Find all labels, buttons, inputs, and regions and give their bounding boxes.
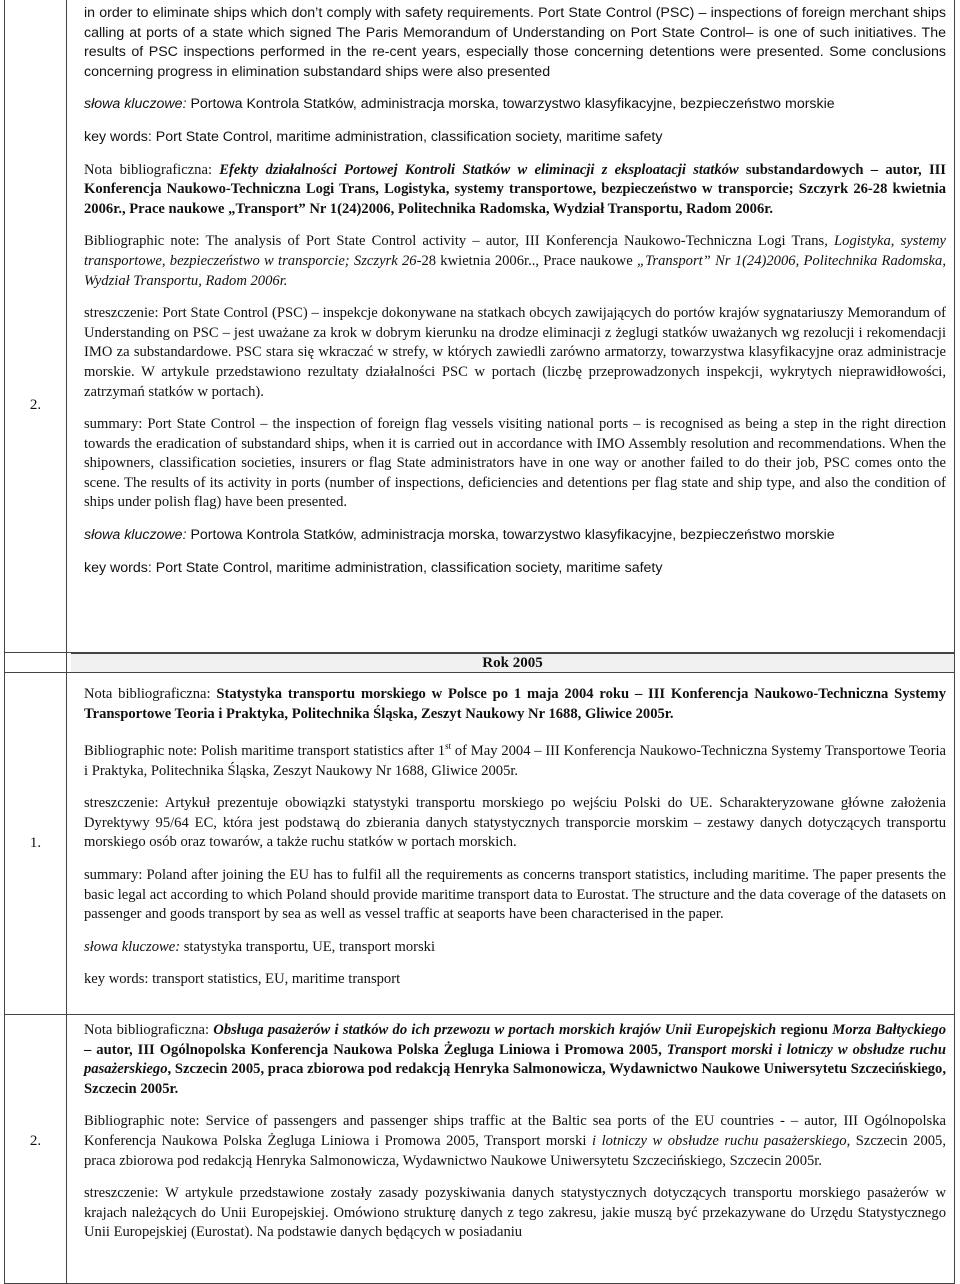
note-text-3: , Szczecin 2005, praca zbiorowa pod redakcją Henryka Salmonowicza, Wydawnictwo Naukowe Uniwersytetu Szczecińskiego, Szczecin 2005r. [84, 1061, 946, 1097]
row-number [5, 673, 67, 1014]
bibliographic-note-pl [84, 161, 946, 220]
row-number-text: 2. [29, 397, 42, 413]
row-content [84, 4, 946, 578]
keywords-pl-value: Portowa Kontrola Statków, administracja morska, towarzystwo klasyfikacyjne, bezpieczeństwo morskie [186, 96, 835, 113]
row-content [84, 685, 946, 990]
note-label: Nota bibliograficzna: [84, 1022, 214, 1038]
note-title: Statystyka transportu morskiego w Polsce po 1 maja 2004 roku – III Konferencja Naukowo-Techniczna Systemy Transportowe Teoria i Praktyka, Politechnika Śląska, Zeszyt Naukowy Nr 1688, Gliwice 2005r. [84, 686, 946, 722]
keywords-en: key words: Port State Control, maritime administration, classification society, maritime safety [84, 128, 663, 145]
summary: summary: Poland after joining the EU has to fulfil all the requirements as concerns transport statistics, including maritime. The paper presents the basic legal act according to which Poland should provide maritime transport data to Eurostat. The structure and the data coverage of the datasets on passenger and goods transport by sea as well as vessel traffic at seaports have been characterised in the paper. [84, 867, 946, 923]
note-details: substandardowych – autor, III Konferencja Naukowo-Techniczna Logi Trans, Logistyka, systemy transportowe, bezpieczeństwo w transporcie; Szczyrk 26-28 kwietnia 2006r., Prace naukowe „Transport” Nr 1(24)2006, Politechnika Radomska, Wydział Transportu, Radom 2006r. [84, 161, 946, 217]
keywords-pl-value: Portowa Kontrola Statków, administracja morska, towarzystwo klasyfikacyjne, bezpieczeństwo morskie [186, 527, 835, 544]
bibliographic-note-en [84, 232, 946, 291]
keywords-pl [84, 938, 946, 958]
year-header-row [4, 653, 955, 673]
bibliographic-note-pl [84, 1021, 946, 1099]
note-en-b: of May 2004 – III Konferencja Naukowo-Techniczna Systemy Transportowe Teoria i Praktyka, Politechnika Śląska, Zeszyt Naukowy Nr 1688, Gliwice 2005r. [84, 743, 946, 779]
keywords-pl-label: słowa kluczowe: [84, 527, 187, 544]
note-en-a: Bibliographic note: Service of passengers and passenger ships traffic at the Baltic sea ports of the EU countries - – autor, III Ogólnopolska Konferencja Naukowa Polska Żegluga Liniowa i Promowa 2005, Transport morski [84, 1113, 946, 1149]
bibliographic-note-pl [84, 685, 946, 724]
note-text-1: regionu [776, 1022, 833, 1038]
summary: summary: Port State Control – the inspection of foreign flag vessels visiting national ports – is recognised as being a step in the right direction towards the eradication of substandard ships, when it is carried out in accordance with IMO Assembly resolution and recommendations. When the shipowners, classification societies, insurers or flag State administrators have in one way or another failed to do their job, PSC comes onto the scene. The results of its activity in ports (number of inspections, deficiencies and detentions per flag state and ship type, and also the condition of ships under polish flag) have been presented. [84, 416, 946, 511]
note-en-mid: 28 kwietnia 2006r. [421, 252, 532, 269]
note-title-2: Morza Bałtyckiego [832, 1022, 946, 1038]
row-number-text: 1. [29, 835, 42, 851]
note-en-b: , Szczecin 2005, praca zbiorowa pod redakcją Henryka Salmonowicza, Wydawnictwo Naukowe Uniwersytetu Szczecińskiego, Szczecin 2005r. [84, 1132, 946, 1169]
year-header: Rok 2005 [71, 653, 954, 673]
bibliographic-note-en [84, 1112, 946, 1171]
streszczenie: streszczenie: Artykuł prezentuje obowiązki statystyki transportu morskiego po wejściu Polski do UE. Scharakteryzowane główne założenia Dyrektywy 95/64 EC, która jest podstawą do zbierania danych statystycznych transporcie morskim – zestawy danych dotyczących transportu morskiego osób oraz towarów, a także ruchu statków w portach morskich. [84, 795, 946, 851]
note-title-1: Obsługa pasażerów i statków do ich przewozu w portach morskich krajów Unii Europejskich [213, 1022, 777, 1038]
note-label: Nota bibliograficzna: [84, 686, 217, 702]
note-en-italic2: „Transport” Nr 1(24)2006, Politechnika Radomska, Wydział Transportu, Radom 2006r. [84, 252, 946, 289]
note-en-tail: ., Prace naukowe [531, 252, 637, 269]
keywords-pl-value: statystyka transportu, UE, transport morski [180, 938, 436, 955]
note-title-3: Transport morski i lotniczy w obsłudze ruchu pasażerskiego [84, 1041, 946, 1078]
table-row [4, 1014, 955, 1284]
keywords-pl-2 [84, 526, 946, 546]
row-number [5, 0, 67, 652]
note-en-a: Bibliographic note: Polish maritime transport statistics after 1 [84, 743, 446, 760]
row-number [5, 1015, 67, 1283]
streszczenie: streszczenie: W artykule przedstawione zostały zasady pozyskiwania danych statystycznych dotyczących transportu morskiego pasażerów w krajach należących do Unii Europejskiej. Omówiono strukturę danych z tego zakresu, jakie muszą być przekazywane do Urzędu Statystycznego Unii Europejskiej (Eurostat). Na podstawie danych będących w posiadaniu [84, 1185, 946, 1241]
row-number-empty [5, 653, 67, 672]
row-number-text: 2. [29, 1133, 42, 1149]
note-en-italic: Logistyka, systemy transportowe, bezpieczeństwo w transporcie; Szczyrk 26- [84, 233, 946, 269]
table-row [4, 0, 955, 653]
row-content [84, 1021, 946, 1243]
streszczenie: streszczenie: Port State Control (PSC) – inspekcje dokonywane na statkach obcych zawijających do portów krajów sygnatariuszy Memorandum of Understanding on PSC – jest uważane za krok w dobrym kierunku na drodze eliminacji z żeglugi statków uważanych wg rezolucji i rekomendacji IMO za substandardowe. PSC stara się wkraczać w strefy, w których zawiedli zarówno armatorzy, towarzystwa klasyfikacyjne oraz administracje morskie. W artykule przedstawiono rezultaty działalności PSC w portach (liczbę przeprowadzonych inspekcji, wykrytych nieprawidłowości, zatrzymań statków w portach). [84, 305, 946, 400]
note-en-sup: st [445, 741, 452, 752]
note-en-start: Bibliographic note: The analysis of Port State Control activity – autor, III Konferencja Naukowo-Techniczna Logi Trans, [84, 233, 835, 250]
keywords-pl-label: słowa kluczowe: [84, 96, 187, 113]
keywords-pl [84, 95, 946, 115]
note-en-italic: i lotniczy w obsłudze ruchu pasażerskiego [591, 1132, 847, 1149]
note-text-2: – autor, III Ogólnopolska Konferencja Naukowa Polska Żegluga Liniowa i Promowa 2005, [84, 1041, 667, 1058]
bibliographic-note-en [84, 737, 946, 781]
abstract-end-text: in order to eliminate ships which don’t comply with safety requirements. Port State Control (PSC) – inspections of foreign merchant ships calling at ports of a state which signed The Paris Memorandum of Understanding on Port State Control– is one of such initiatives. The results of PSC inspections performed in the re-cent years, especially those concerning detentions were presented. Some conclusions concerning progress in elimination substandard ships were also presented [84, 5, 946, 80]
keywords-pl-label: słowa kluczowe: [84, 938, 181, 955]
table-row [4, 672, 955, 1015]
keywords-en-2: key words: Port State Control, maritime administration, classification society, maritime safety [84, 559, 663, 576]
keywords-en: key words: transport statistics, EU, maritime transport [84, 971, 401, 988]
note-label: Nota bibliograficzna: [84, 161, 220, 178]
note-title: Efekty działalności Portowej Kontroli Statków w eliminacji z eksploatacji statków [219, 161, 739, 178]
